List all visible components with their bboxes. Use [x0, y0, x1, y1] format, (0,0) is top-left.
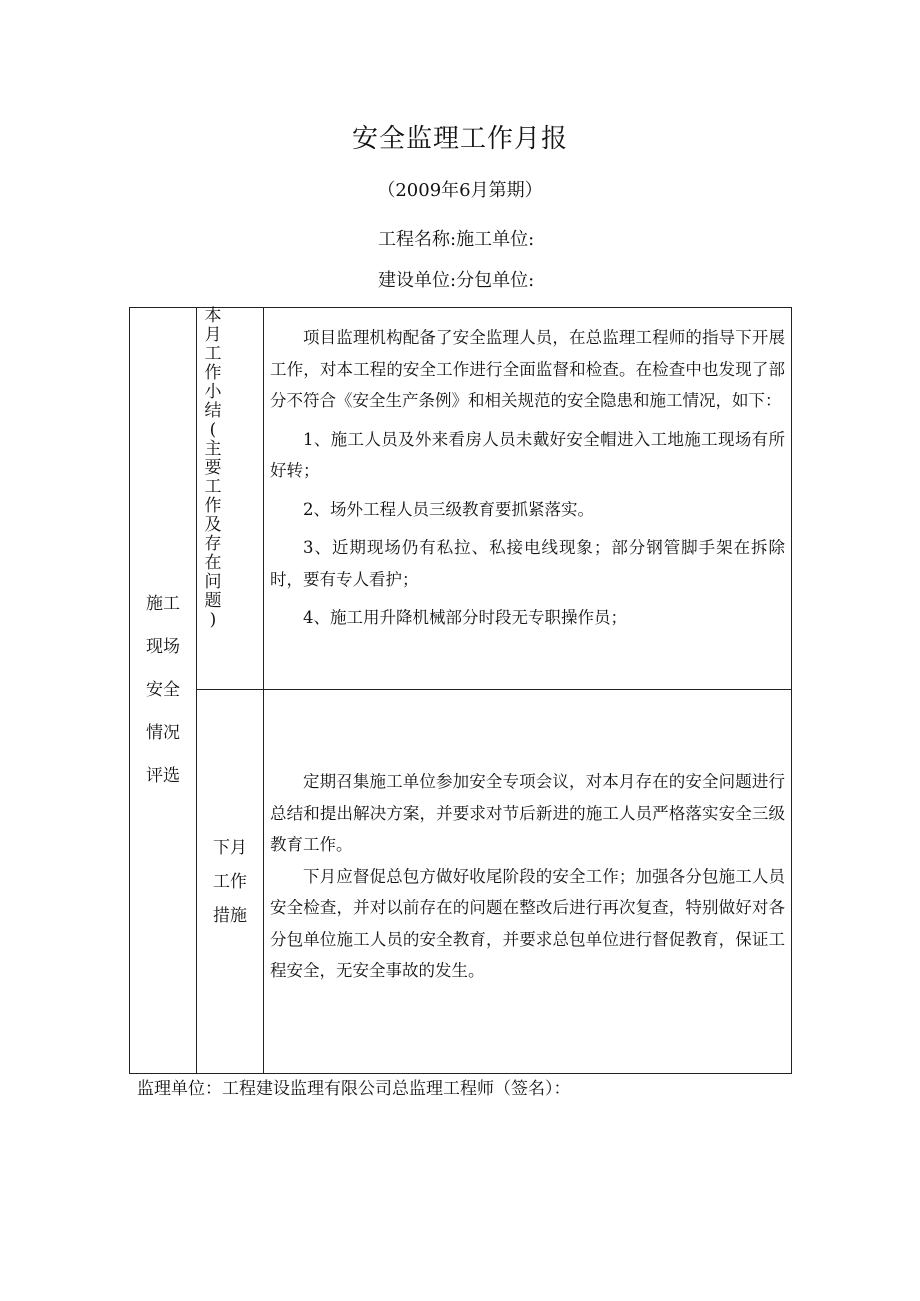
- report-title: 安全监理工作月报: [351, 124, 568, 154]
- summary-item-3: 3、近期现场仍有私拉、私接电线现象；部分钢管脚手架在拆除时，要有专人看护；: [270, 538, 785, 589]
- monthly-summary-content: [264, 308, 791, 634]
- site-safety-label-cell: [130, 308, 197, 1074]
- next-measure-1: 定期召集施工单位参加安全专项会议，对本月存在的安全问题进行总结和提出解决方案，并要求对节后新进的施工人员严格落实安全三级教育工作。: [270, 772, 785, 854]
- report-table: [129, 307, 792, 1074]
- next-month-content: [264, 690, 791, 987]
- report-issue: （2009年6月第期）: [377, 180, 543, 201]
- next-month-label-cell: [197, 690, 264, 1074]
- project-line: 工程名称:施工单位:: [378, 229, 535, 250]
- signature-line: 监理单位：工程建设监理有限公司总监理工程师（签名）：: [137, 1079, 571, 1099]
- site-safety-label: 施工 现场 安全 情况 评选: [146, 594, 180, 786]
- summary-intro: 项目监理机构配备了安全监理人员，在总监理工程师的指导下开展工作，对本工程的安全工作进行全面监督和检查。在检查中也发现了部分不符合《安全生产条例》和相关规范的安全隐患和施工情况，如下：: [270, 328, 785, 410]
- builder-line: 建设单位:分包单位:: [378, 270, 535, 291]
- next-month-content-cell: [264, 690, 792, 1074]
- next-measure-2: 下月应督促总包方做好收尾阶段的安全工作；加强各分包施工人员安全检查，并对以前存在的问题在整改后进行再次复查，特别做好对各分包单位施工人员的安全教育，并要求总包单位进行督促教育，保证工程安全，无安全事故的发生。: [270, 866, 785, 980]
- monthly-summary-label-cell: [197, 308, 264, 690]
- next-month-label: 下月 工作 措施: [213, 837, 247, 926]
- summary-item-2: 2、场外工程人员三级教育要抓紧落实。: [303, 499, 594, 519]
- monthly-summary-label: 本 月 工 作 小 结 ( 主 要 工 作 及 存 在 问 题 ): [204, 306, 222, 630]
- summary-item-1: 1、施工人员及外来看房人员未戴好安全帽进入工地施工现场有所好转；: [270, 429, 785, 480]
- summary-item-4: 4、施工用升降机械部分时段无专职操作员；: [303, 608, 627, 627]
- monthly-summary-content-cell: [264, 308, 792, 690]
